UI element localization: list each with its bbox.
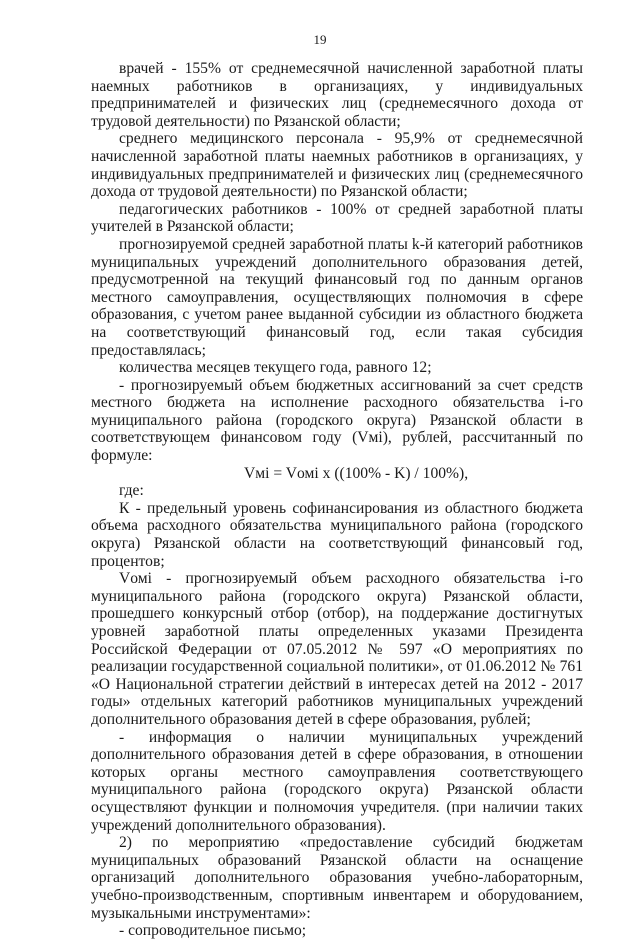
paragraph-local-budget-volume: - прогнозируемый объем бюджетных ассигнований за счет средств местного бюджета на исполнение расходного обязательства i-го муниципального района (городского округа) Рязанской области в соответствующем финансовом году (Vмi), рублей, рассчитанный по формуле: xyxy=(91,376,583,465)
where-label: где: xyxy=(119,482,144,500)
paragraph-cover-letter: - сопроводительное письмо; xyxy=(119,922,307,940)
definition-k: К - предельный уровень софинансирования из областного бюджета объема расходного обязательства муниципального района (городского округа) Рязанской области на соответствующий финансовый год, процентов; xyxy=(91,499,583,570)
paragraph-months-count: количества месяцев текущего года, равного 12; xyxy=(119,359,432,377)
paragraph-institutions-info: - информация о наличии муниципальных учреждений дополнительного образования детей в сфере образования, в отношении которых органы местного самоуправления соответствующего муниципального района (городского округа) Рязанской области осуществляют функции и полномочия учредителя. (при наличии таких учреждений дополнительного образования). xyxy=(91,728,583,834)
document-body xyxy=(91,60,583,940)
paragraph-doctors-salary: врачей - 155% от среднемесячной начисленной заработной платы наемных работников в организациях, у индивидуальных предпринимателей и физических лиц (среднемесячного дохода от трудовой деятельности) по Рязанской области; xyxy=(91,60,583,130)
paragraph-medical-staff-salary: среднего медицинского персонала - 95,9% от среднемесячной начисленной заработной платы наемных работников в организациях, у индивидуальных предпринимателей и физических лиц (среднемесячного дохода от трудовой деятельности) по Рязанской области; xyxy=(91,130,583,201)
paragraph-teachers-salary: педагогических работников - 100% от средней заработной платы учителей в Рязанской области; xyxy=(91,200,583,236)
definition-vomi: Vомi - прогнозируемый объем расходного обязательства i-го муниципального района (городского округа) Рязанской области, прошедшего конкурсный отбор (отбор), на поддержание достигнутых уровней заработной платы определенных указами Президента Российской Федерации от 07.05.2012 № 597 «О мероприятиях по реализации государственной социальной политики», от 01.06.2012 № 761 «О Национальной стратегии действий в интересах детей на 2012 - 2017 годы» отдельных категорий работников муниципальных учреждений дополнительного образования детей в сфере образования, рублей; xyxy=(91,570,583,728)
paragraph-forecast-salary: прогнозируемой средней заработной платы k-й категорий работников муниципальных учреждений дополнительного образования детей, предусмотренной на текущий финансовый год по данным органов местного самоуправления, осуществляющих полномочия в сфере образования, с учетом ранее выданной субсидии из областного бюджета на соответствующий финансовый год, если такая субсидия предоставлялась; xyxy=(91,235,583,359)
formula: Vмi = Vомi x ((100% - K) / 100%), xyxy=(244,464,469,482)
page-number: 19 xyxy=(313,32,327,47)
paragraph-equipment-measure: 2) по мероприятию «предоставление субсидий бюджетам муниципальных образований Рязанской области на оснащение организаций дополнительного образования учебно-лабораторным, учебно-производственным, спортивным инвентарем и оборудованием, музыкальными инструментами»: xyxy=(91,834,583,922)
